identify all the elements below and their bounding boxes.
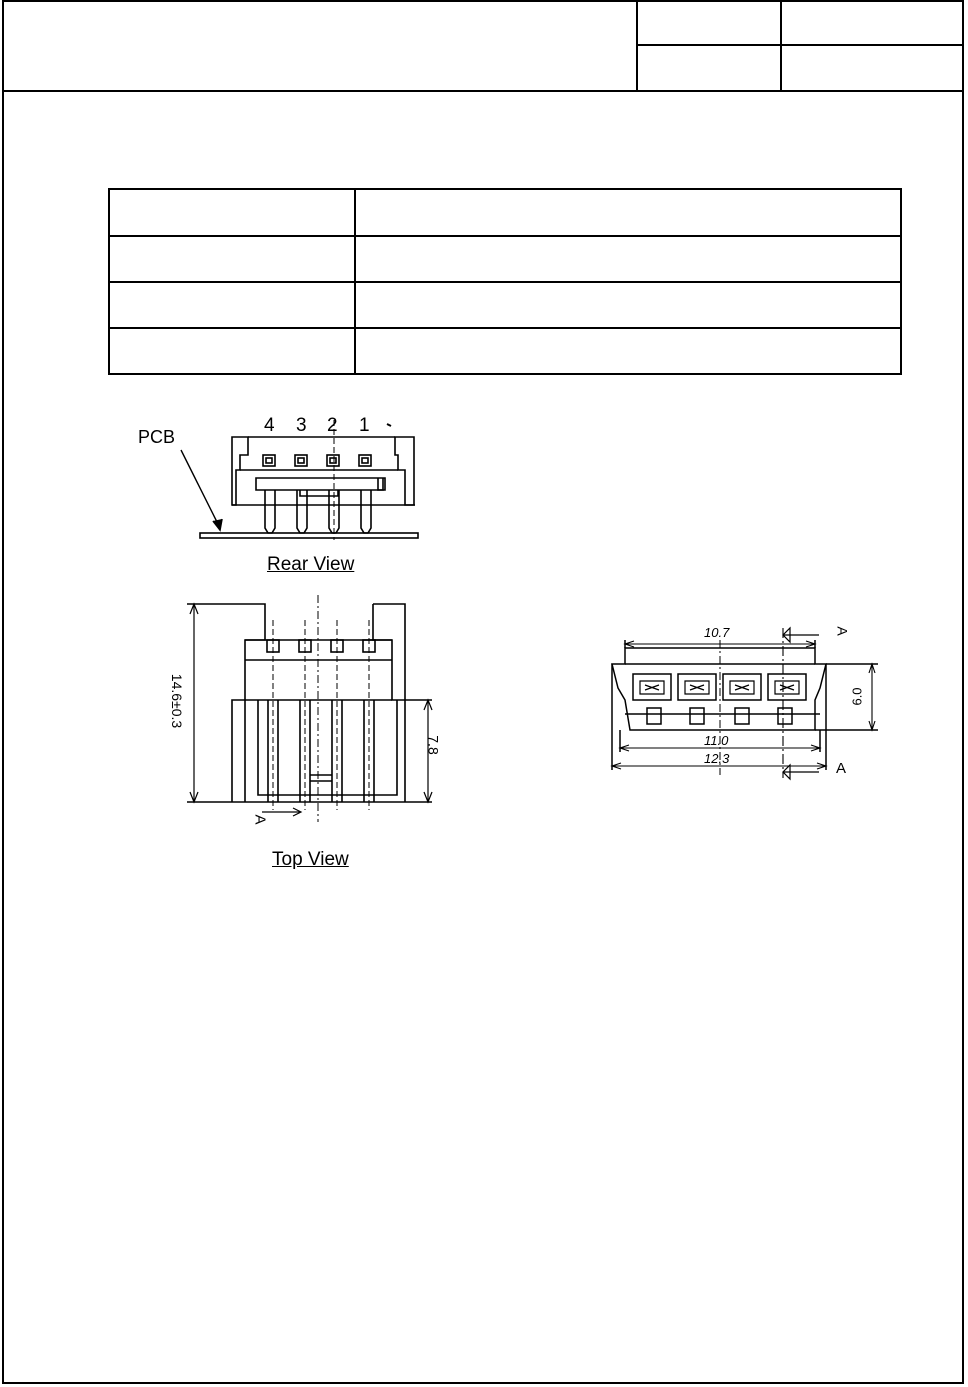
section-marker-bottom: A — [836, 760, 847, 777]
pin-number-4: 4 — [264, 415, 275, 436]
dim-height-total: 14.6±0.3 — [169, 673, 186, 729]
rear-view-caption: Rear View — [267, 554, 355, 575]
section-marker-top: A — [834, 626, 851, 636]
dim-width-mid: 11.0 — [704, 733, 729, 748]
dim-width-total: 12.3 — [704, 751, 730, 766]
section-marker-top-view: A — [251, 814, 269, 825]
dim-height-lower: 7.8 — [425, 735, 442, 755]
pin-number-1: 1 — [359, 415, 370, 436]
pin-number-2: 2 — [327, 415, 338, 436]
pcb-label: PCB — [138, 427, 176, 447]
top-view-caption: Top View — [272, 849, 349, 870]
pin-number-3: 3 — [296, 415, 307, 436]
dim-width-top: 10.7 — [704, 625, 730, 640]
dim-depth: 6.0 — [849, 687, 865, 706]
